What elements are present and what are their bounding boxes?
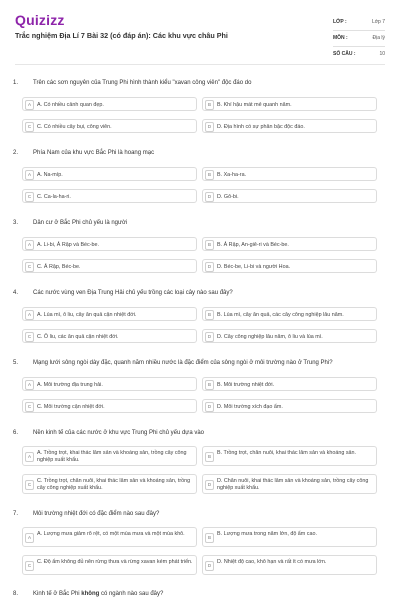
question-number: 1. xyxy=(13,80,19,86)
option-text: B. Ả Rập, An-giê-ri và Béc-be. xyxy=(217,241,289,248)
option-text: C. Ca-la-ha-ri. xyxy=(37,193,71,200)
question-text: Trên các sơn nguyên của Trung Phi hình thành kiểu "xavan công viên" độc đáo do xyxy=(33,80,252,86)
option-d[interactable] xyxy=(202,259,377,273)
option-b[interactable] xyxy=(202,167,377,181)
option-letter: D xyxy=(205,192,214,202)
option-b[interactable] xyxy=(202,446,377,466)
option-letter: D xyxy=(205,561,214,571)
meta-row-class xyxy=(333,15,385,31)
option-d[interactable] xyxy=(202,119,377,133)
option-c[interactable] xyxy=(22,399,197,413)
option-b[interactable] xyxy=(202,97,377,111)
option-letter: D xyxy=(205,122,214,132)
option-a[interactable] xyxy=(22,237,197,251)
option-letter: A xyxy=(25,452,34,462)
question-number: 8. xyxy=(13,591,19,597)
option-a[interactable] xyxy=(22,307,197,321)
option-letter: B xyxy=(205,310,214,320)
page-title: Trắc nghiệm Địa Lí 7 Bài 32 (có đáp án): Các khu vực châu Phi xyxy=(15,31,228,40)
option-letter: C xyxy=(25,262,34,272)
meta-value: 10 xyxy=(379,51,385,57)
option-text: A. Lúa mì, ô liu, cây ăn quả cận nhiệt đới. xyxy=(37,311,137,318)
option-text: D. Cây công nghiệp lâu năm, ô liu và lúa mì. xyxy=(217,333,323,340)
option-text: C. Trồng trọt, chăn nuôi, khai thác lâm sản và khoáng sản, trồng cây công nghiệp xuất khẩu. xyxy=(37,478,191,491)
option-text: B. Lúa mì, cây ăn quả, các cây công nghiệp lâu năm. xyxy=(217,311,344,318)
meta-value: Lớp 7 xyxy=(371,19,385,25)
quizizz-logo: Quizizz xyxy=(15,12,65,28)
question-text: Phía Nam của khu vực Bắc Phi là hoang mạc xyxy=(33,150,155,156)
option-text: B. Lượng mưa trong năm lớn, độ ẩm cao. xyxy=(217,531,317,537)
option-text: D. Béc-be, Li-bi và người Hoa. xyxy=(217,263,291,270)
option-text: C. Ô liu, các ăn quả cận nhiệt đới. xyxy=(37,333,119,340)
question-text-part: Kinh tế ở Bắc Phi xyxy=(33,591,82,597)
option-c[interactable] xyxy=(22,555,197,575)
option-text: D. Nhiệt độ cao, khô hạn và rất ít có mưa lớn. xyxy=(217,559,327,565)
header-divider xyxy=(15,64,385,65)
option-b[interactable] xyxy=(202,377,377,391)
option-letter: A xyxy=(25,533,34,543)
option-d[interactable] xyxy=(202,329,377,343)
option-b[interactable] xyxy=(202,237,377,251)
option-c[interactable] xyxy=(22,189,197,203)
option-text: C. Môi trường cận nhiệt đới. xyxy=(37,403,105,410)
option-text: B. Trồng trọt, chăn nuôi, khai thác lâm sản và khoáng sản. xyxy=(217,450,357,456)
meta-key: SỐ CÂU : xyxy=(333,51,356,57)
option-letter: A xyxy=(25,240,34,250)
question-text: Dân cư ở Bắc Phi chủ yếu là người xyxy=(33,220,128,226)
option-a[interactable] xyxy=(22,167,197,181)
option-c[interactable] xyxy=(22,329,197,343)
question-number: 4. xyxy=(13,290,19,296)
option-letter: C xyxy=(25,561,34,571)
question-number: 3. xyxy=(13,220,19,226)
option-text: B. Xa-ha-ra. xyxy=(217,171,247,178)
question-number: 2. xyxy=(13,150,19,156)
option-text: A. Có nhiều cảnh quan đẹp. xyxy=(37,101,104,108)
meta-value: Địa lý xyxy=(372,35,385,41)
option-a[interactable] xyxy=(22,97,197,111)
option-letter: A xyxy=(25,100,34,110)
question-number: 6. xyxy=(13,430,19,436)
option-letter: A xyxy=(25,380,34,390)
option-letter: D xyxy=(205,262,214,272)
option-letter: A xyxy=(25,170,34,180)
meta-key: LỚP : xyxy=(333,19,347,25)
option-b[interactable] xyxy=(202,527,377,547)
option-letter: B xyxy=(205,240,214,250)
option-d[interactable] xyxy=(202,399,377,413)
option-d[interactable] xyxy=(202,189,377,203)
worksheet-header xyxy=(0,0,400,68)
option-text: D. Địa hình có sự phân bậc độc đáo. xyxy=(217,123,305,130)
option-letter: D xyxy=(205,480,214,490)
meta-table xyxy=(333,15,385,62)
question-number: 7. xyxy=(13,511,19,517)
question-text-part: có ngành nào sau đây? xyxy=(99,591,164,597)
option-letter: C xyxy=(25,332,34,342)
option-text: A. Lượng mưa giảm rõ rệt, có một mùa mưa và một mùa khô. xyxy=(37,531,185,537)
option-a[interactable] xyxy=(22,527,197,547)
option-c[interactable] xyxy=(22,474,197,494)
option-d[interactable] xyxy=(202,555,377,575)
option-text: A. Na-míp. xyxy=(37,171,63,178)
option-d[interactable] xyxy=(202,474,377,494)
option-letter: C xyxy=(25,192,34,202)
option-c[interactable] xyxy=(22,119,197,133)
meta-row-count xyxy=(333,47,385,62)
option-text: A. Môi trường địa trung hải. xyxy=(37,381,103,388)
option-letter: B xyxy=(205,100,214,110)
option-text: A. Li-bi, Ả Rập và Béc-be. xyxy=(37,241,100,248)
question-text: Nền kinh tế của các nước ở khu vực Trung Phi chủ yếu dựa vào xyxy=(33,430,205,436)
option-letter: C xyxy=(25,122,34,132)
option-letter: A xyxy=(25,310,34,320)
option-letter: C xyxy=(25,402,34,412)
option-text: D. Gô-bi. xyxy=(217,193,239,200)
option-text: C. Có nhiều cây bụi, công viên. xyxy=(37,123,112,130)
option-a[interactable] xyxy=(22,377,197,391)
question-text: Môi trường nhiệt đới có đặc điểm nào sau đây? xyxy=(33,511,160,517)
option-letter: C xyxy=(25,480,34,490)
meta-key: MÔN : xyxy=(333,35,348,41)
option-letter: D xyxy=(205,402,214,412)
option-letter: B xyxy=(205,170,214,180)
option-text: C. Độ ẩm không đủ nên rừng thưa và rừng xavan kém phát triển. xyxy=(37,559,193,565)
option-letter: B xyxy=(205,452,214,462)
option-letter: B xyxy=(205,533,214,543)
question-text-emphasis: không xyxy=(81,591,100,597)
question-text: Mạng lưới sông ngòi dày đặc, quanh năm nhiều nước là đặc điểm của sông ngòi ở môi trường nào ở Trung Phi? xyxy=(33,360,333,366)
option-text: D. Chăn nuôi, khai thác lâm sản và khoáng sản, trồng cây công nghiệp xuất khẩu. xyxy=(217,478,369,491)
option-letter: D xyxy=(205,332,214,342)
option-a[interactable] xyxy=(22,446,197,466)
meta-row-subject xyxy=(333,31,385,47)
question-text: Các nước vùng ven Địa Trung Hải chủ yếu trồng các loại cây nào sau đây? xyxy=(33,290,233,296)
option-b[interactable] xyxy=(202,307,377,321)
option-letter: B xyxy=(205,380,214,390)
option-text: B. Môi trường nhiệt đới. xyxy=(217,381,275,388)
question-number: 5. xyxy=(13,360,19,366)
option-c[interactable] xyxy=(22,259,197,273)
option-text: A. Trồng trọt, khai thác lâm sản và khoáng sản, trồng cây công nghiệp xuất khẩu. xyxy=(37,450,187,463)
question-text xyxy=(33,591,383,597)
option-text: B. Khí hậu mát mẻ quanh năm. xyxy=(217,101,292,108)
option-text: D. Môi trường xích đạo ẩm. xyxy=(217,403,283,410)
option-text: C. Ả Rập, Béc-be. xyxy=(37,263,81,270)
